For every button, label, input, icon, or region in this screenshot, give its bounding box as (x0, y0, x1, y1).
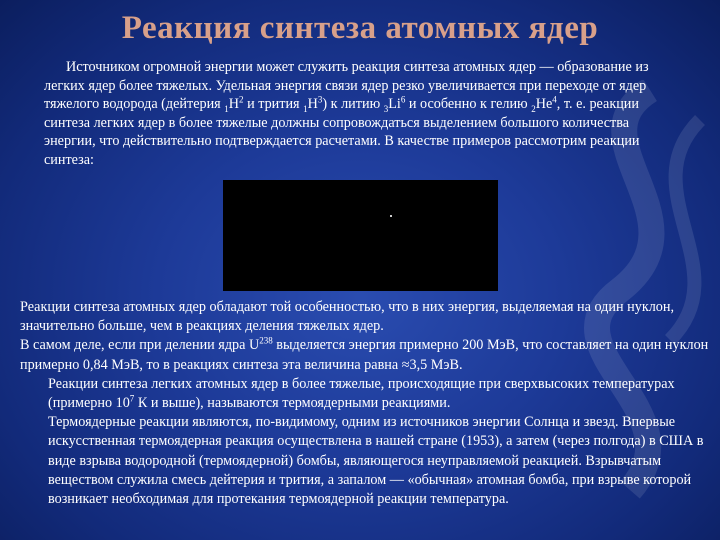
paragraph-thermonuclear-definition: Реакции синтеза легких атомных ядер в более тяжелые, происходящие при сверхвысоких температурах (примерно $10^7$ К и выше), называются термоядерными реакциями. (48, 375, 675, 412)
reaction-formula-image (223, 180, 498, 291)
paragraph-uranium-comparison: В самом деле, если при делении ядра $U^{238}$ выделяется энергия примерно 200 МэВ, что составляет на один нуклон примерно 0,84 МэВ, то в реакциях синтеза эта величина равна ≈3,5 МэВ. (20, 335, 709, 373)
slide-title: Реакция синтеза атомных ядер (121, 10, 599, 46)
formula-placeholder-dot (390, 215, 392, 217)
body-text (20, 298, 710, 509)
paragraph-energy-per-nucleon: Реакции синтеза атомных ядер обладают той особенностью, что в них энергия, выделяемая на один нуклон, значительно больше, чем в реакциях деления тяжелых ядер. (20, 299, 675, 335)
paragraph-history: Термоядерные реакции являются, по-видимому, одним из источников энергии Солнца и звезд. Впервые искусственная термоядерная реакция осуществлена в нашей стране (1953), а затем (через полгода) в США в виде взрыва водородной (термоядерной) бомбы, являющегося неуправляемой реакцией. Взрывчатым веществом служила смесь дейтерия и трития, а запалом — «обычная» атомная бомба, при взрыве которой возникает необходимая для протекания термоядерной реакции температура. (48, 414, 704, 508)
intro-paragraph: Источником огромной энергии может служить реакция синтеза атомных ядер — образование из легких ядер более тяжелых. Удельная энергия связи ядер резко увеличивается при переходе от ядер тяжелого водорода (дейтерия $_1H^2$ и трития $_1H^3$) к литию $_3Li^6$ и особенно к гелию $_2He^4$, т. е. реакции синтеза легких ядер в более тяжелые должны сопровождаться выделением большого количества энергии, что действительно подтверждается расчетами. В качестве примеров рассмотрим реакции синтеза: (44, 59, 649, 168)
